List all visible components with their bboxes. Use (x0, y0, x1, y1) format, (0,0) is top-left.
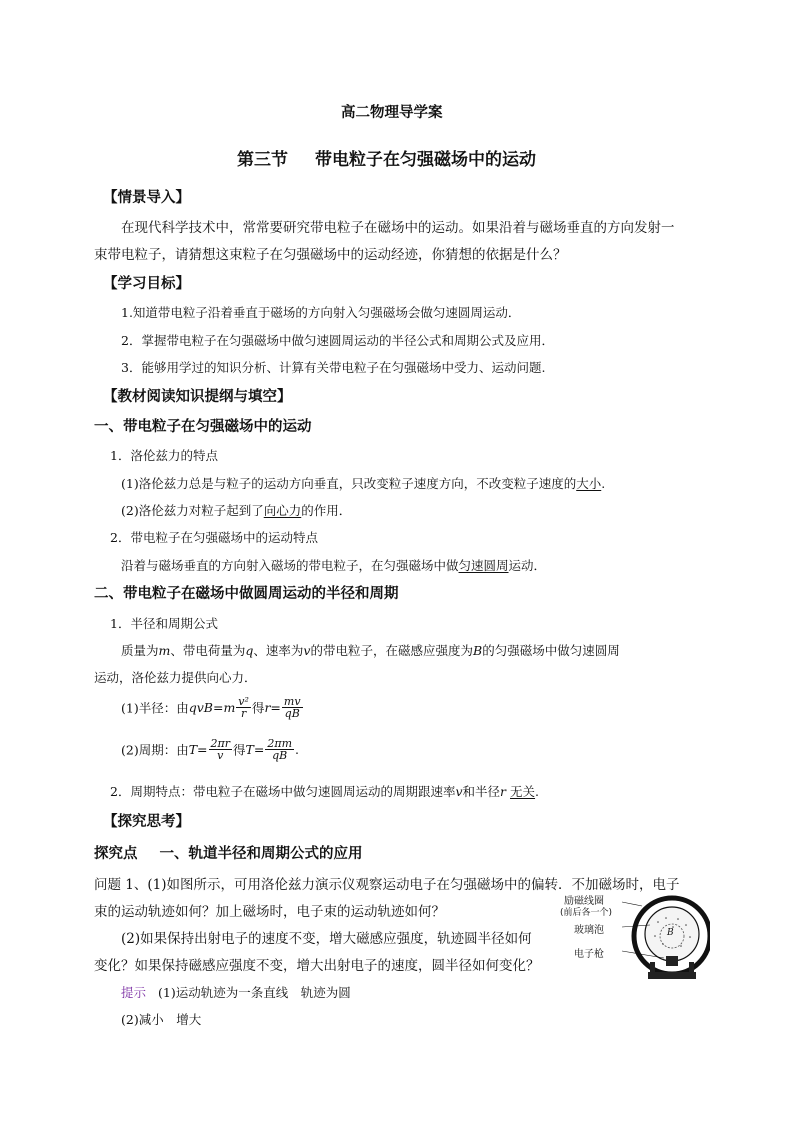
intro-line-2: 束带电粒子，请猜想这束粒子在匀强磁场中的运动经迹，你猜想的依据是什么？ (94, 247, 567, 263)
part1-line2 (121, 501, 351, 519)
text: 沿着与磁场垂直的方向射入磁场的带电粒子，在匀强磁场中做 (121, 558, 459, 573)
part2-para-line2: 运动，洛伦兹力提供向心力． (94, 670, 257, 685)
intro-line-1: 在现代科学技术中，常常要研究带电粒子在磁场中的运动。如果沿着与磁场垂直的方向发射一 (121, 220, 675, 236)
text: 和半径 (462, 784, 501, 799)
label-coil-note: (前后各一个) (560, 908, 613, 918)
text: 质量为 (121, 643, 159, 658)
section-title: 带电粒子在匀强磁场中的运动 (315, 150, 536, 170)
text: 、带电荷量为 (170, 643, 246, 658)
goal-item-1: 1.知道带电粒子沿着垂直于磁场的方向射入匀强磁场会做匀速圆周运动． (121, 305, 521, 320)
numerator: 2πm (267, 737, 293, 750)
label-coil: 励磁线圈 (564, 896, 604, 907)
hint-row-1 (121, 982, 351, 1001)
doc-title: 高二物理导学案 (341, 105, 443, 121)
point-label: 探究点 (94, 846, 138, 862)
formula-term: T= (188, 742, 208, 757)
label-field-B: B (667, 928, 674, 938)
symbol-v: v (455, 784, 463, 799)
numerator: mv (283, 695, 301, 708)
electron-gun (666, 956, 678, 966)
section-number: 第三节 (237, 150, 288, 170)
label-bulb: 玻璃泡 (574, 925, 604, 936)
blank-answer-uniform-circular: 匀速圆周 (458, 558, 509, 573)
denominator: qB (265, 749, 294, 761)
reading-heading: 【教材阅读知识提纲与填空】 (103, 389, 292, 405)
hint-text-2: (2)减小 增大 (121, 1012, 202, 1027)
period-formula (121, 738, 299, 761)
text: 得 (251, 700, 265, 716)
text: . (601, 476, 606, 491)
text: (1)洛伦兹力总是与粒子的运动方向垂直，只改变粒子速度方向，不改变粒子速度的 (121, 476, 577, 491)
numerator: v² (238, 695, 249, 708)
label-gun: 电子枪 (574, 949, 604, 960)
symbol-B: B (473, 643, 483, 658)
text: (2)周期：由 (121, 742, 189, 758)
fraction-2pir-over-v (209, 738, 233, 761)
blank-answer-size: 大小 (576, 476, 602, 491)
goal-item-3: 3．能够用学过的知识分析、计算有关带电粒子在匀强磁场中受力、运动问题. (121, 360, 546, 375)
text: . (535, 784, 540, 799)
text: 2．周期特点：带电粒子在磁场中做匀速圆周运动的周期跟速率 (110, 784, 456, 799)
lorentz-demonstrator-figure (560, 892, 710, 984)
text: (1)半径：由 (121, 700, 189, 716)
stand-base (648, 972, 696, 979)
fraction-2pim-over-qb (265, 738, 294, 761)
question1-line1: 问题 1、(1)如图所示，可用洛伦兹力演示仪观察运动电子在匀强磁场中的偏转．不加磁场时，电子 (94, 877, 680, 893)
numerator: 2πr (210, 737, 231, 750)
symbol-q: q (245, 643, 254, 658)
explore-heading: 【探究思考】 (103, 814, 190, 830)
part1-line3 (121, 556, 546, 574)
part1-line1 (121, 474, 605, 492)
denominator: r (236, 707, 251, 719)
intro-heading: 【情景导入】 (103, 190, 190, 206)
text: 、速率为 (253, 643, 304, 658)
text: (2)洛伦兹力对粒子起到了 (121, 503, 264, 518)
denominator: v (209, 749, 233, 761)
part2-title: 二、带电粒子在磁场中做圆周运动的半径和周期 (94, 586, 399, 602)
formula-term: =m (212, 700, 236, 715)
hint-text-1: (1)运动轨迹为一条直线 轨迹为圆 (158, 985, 351, 1000)
question2-line1: (2)如果保持出射电子的速度不变，增大磁感应强度，轨迹圆半径如何 (121, 931, 532, 947)
question1-line2: 束的运动轨迹如何？加上磁场时，电子束的运动轨迹如何？ (94, 904, 445, 920)
text: 运动． (508, 558, 547, 573)
part2-para-line1 (121, 641, 620, 659)
fraction-mv-over-qb (282, 696, 303, 719)
part1-title: 一、带电粒子在匀强磁场中的运动 (94, 419, 312, 435)
text: 的作用． (301, 503, 352, 518)
formula-term: r= (264, 700, 281, 715)
text: . (295, 742, 300, 757)
symbol-m: m (158, 643, 171, 658)
formula-term: qvB (188, 700, 213, 715)
text: 得 (233, 742, 246, 758)
text: 的带电粒子，在磁感应强度为 (310, 643, 473, 658)
text: 的匀强磁场中做匀速圆周 (482, 643, 620, 658)
denominator: qB (282, 707, 303, 719)
explore-point (94, 842, 363, 863)
part2-sub2 (110, 782, 539, 800)
formula-term: T= (245, 742, 265, 757)
question2-line2: 变化？如果保持磁感应强度不变，增大出射电子的速度，圆半径如何变化？ (94, 958, 540, 974)
radius-formula (121, 696, 304, 719)
part1-sub1: 1．洛伦兹力的特点 (110, 448, 218, 463)
part1-sub2: 2．带电粒子在匀强磁场中的运动特点 (110, 530, 318, 545)
goals-heading: 【学习目标】 (103, 276, 190, 292)
blank-answer-centripetal: 向心力 (263, 503, 302, 518)
point-title: 一、轨道半径和周期公式的应用 (159, 846, 363, 862)
hint-label: 提示 (121, 985, 147, 1000)
part2-sub1: 1．半径和周期公式 (110, 616, 218, 631)
symbol-v: v (303, 643, 311, 658)
blank-answer-independent: 无关 (510, 784, 536, 799)
fraction-v2-over-r (236, 696, 251, 719)
goal-item-2: 2．掌握带电粒子在匀强磁场中做匀速圆周运动的半径公式和周期公式及应用． (121, 333, 554, 348)
symbol-r: r (500, 784, 507, 799)
